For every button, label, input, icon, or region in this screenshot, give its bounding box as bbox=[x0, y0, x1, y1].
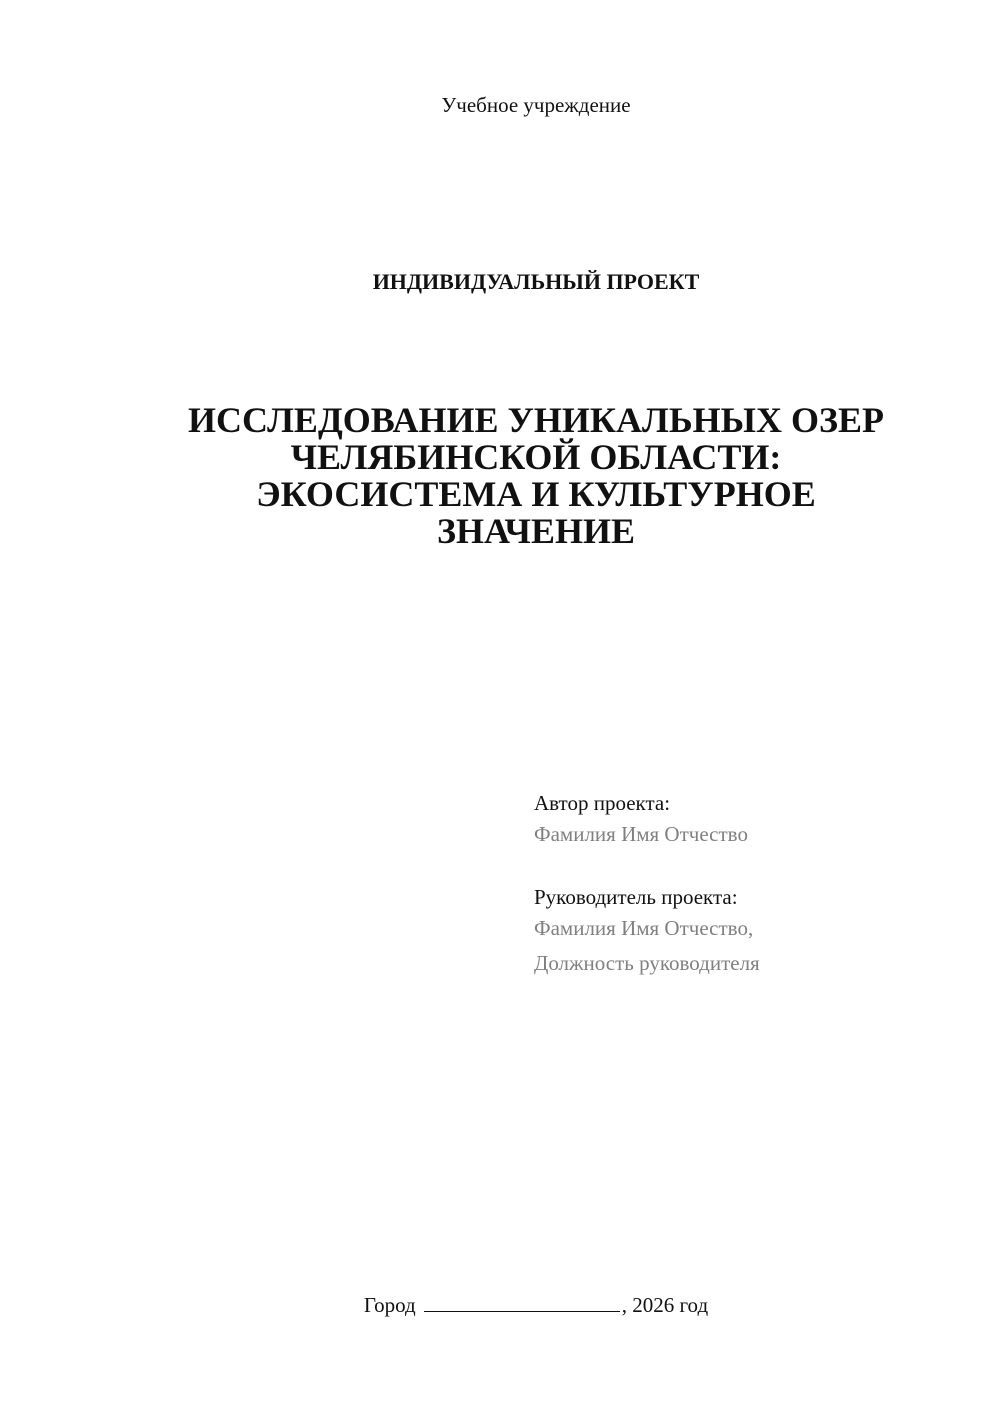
author-label: Автор проекта: bbox=[534, 791, 671, 815]
project-title-line: ЗНАЧЕНИЕ bbox=[437, 511, 635, 551]
institution-name: Учебное учреждение bbox=[441, 93, 631, 117]
city-blank-field bbox=[424, 1293, 620, 1312]
project-title-line: ЭКОСИСТЕМА И КУЛЬТУРНОЕ bbox=[256, 474, 816, 514]
project-title bbox=[150, 402, 922, 550]
city-year-line bbox=[0, 1292, 1000, 1318]
project-type: ИНДИВИДУАЛЬНЫЙ ПРОЕКТ bbox=[372, 269, 700, 294]
supervisor-name: Фамилия Имя Отчество, bbox=[534, 916, 754, 940]
supervisor-group bbox=[534, 884, 974, 981]
project-title-line: ИССЛЕДОВАНИЕ УНИКАЛЬНЫХ ОЗЕР bbox=[188, 400, 884, 440]
project-info-block bbox=[534, 790, 974, 981]
supervisor-label: Руководитель проекта: bbox=[534, 885, 738, 909]
supervisor-position: Должность руководителя bbox=[534, 951, 760, 975]
city-label: Город bbox=[363, 1293, 416, 1317]
year-text: , 2026 год bbox=[621, 1293, 709, 1317]
author-name: Фамилия Имя Отчество bbox=[534, 822, 748, 846]
author-group bbox=[534, 790, 974, 852]
project-title-line: ЧЕЛЯБИНСКОЙ ОБЛАСТИ: bbox=[290, 437, 782, 477]
